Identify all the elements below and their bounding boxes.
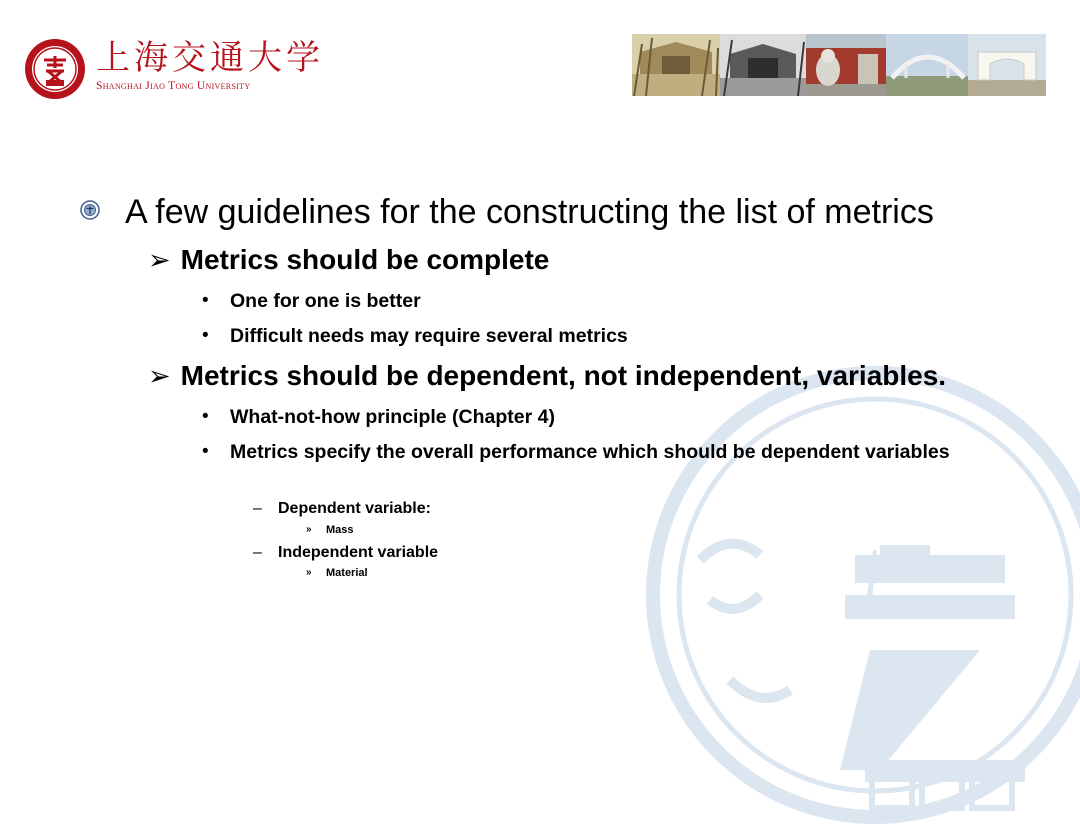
dot-bullet-icon: • xyxy=(202,406,209,427)
point-text: Metrics should be complete xyxy=(180,244,550,275)
subpoint-overall-performance xyxy=(202,439,1032,465)
main-bullet-text: A few guidelines for the constructing the list of metrics xyxy=(125,193,934,231)
subpoint-what-not-how xyxy=(202,404,1032,430)
detail-dependent-variable xyxy=(253,499,431,519)
example-mass xyxy=(306,523,354,537)
arrow-bullet-icon: ➢ xyxy=(148,361,171,391)
detail-label: Independent variable xyxy=(278,544,439,561)
detail-label: Dependent variable: xyxy=(278,500,431,517)
raquo-bullet-icon: » xyxy=(306,524,312,535)
example-material xyxy=(306,566,368,580)
dot-bullet-icon: • xyxy=(202,290,209,311)
point-dependent xyxy=(148,360,946,392)
subpoint-text: Metrics specify the overall performance which should be dependent variables xyxy=(230,441,950,463)
example-text: Mass xyxy=(326,524,354,536)
university-name-chinese: 上海交通大学 xyxy=(96,38,324,78)
emblem-bullet-icon xyxy=(80,200,100,220)
subpoint-text: One for one is better xyxy=(230,290,421,312)
subpoint-text: Difficult needs may require several metrics xyxy=(230,325,628,347)
example-text: Material xyxy=(326,567,368,579)
dash-bullet-icon: – xyxy=(253,544,262,561)
point-text: Metrics should be dependent, not independent, variables. xyxy=(180,360,947,391)
university-name-english: Shanghai Jiao Tong University xyxy=(96,80,251,92)
subpoint-text: What-not-how principle (Chapter 4) xyxy=(230,406,555,428)
detail-independent-variable xyxy=(253,543,438,563)
point-complete xyxy=(148,244,549,276)
dot-bullet-icon: • xyxy=(202,325,209,346)
dot-bullet-icon: • xyxy=(202,441,209,462)
subpoint-difficult-needs xyxy=(202,323,1032,349)
arrow-bullet-icon: ➢ xyxy=(148,245,171,275)
raquo-bullet-icon: » xyxy=(306,567,312,578)
main-bullet xyxy=(80,192,934,232)
dash-bullet-icon: – xyxy=(253,500,262,517)
subpoint-one-for-one xyxy=(202,288,1032,314)
